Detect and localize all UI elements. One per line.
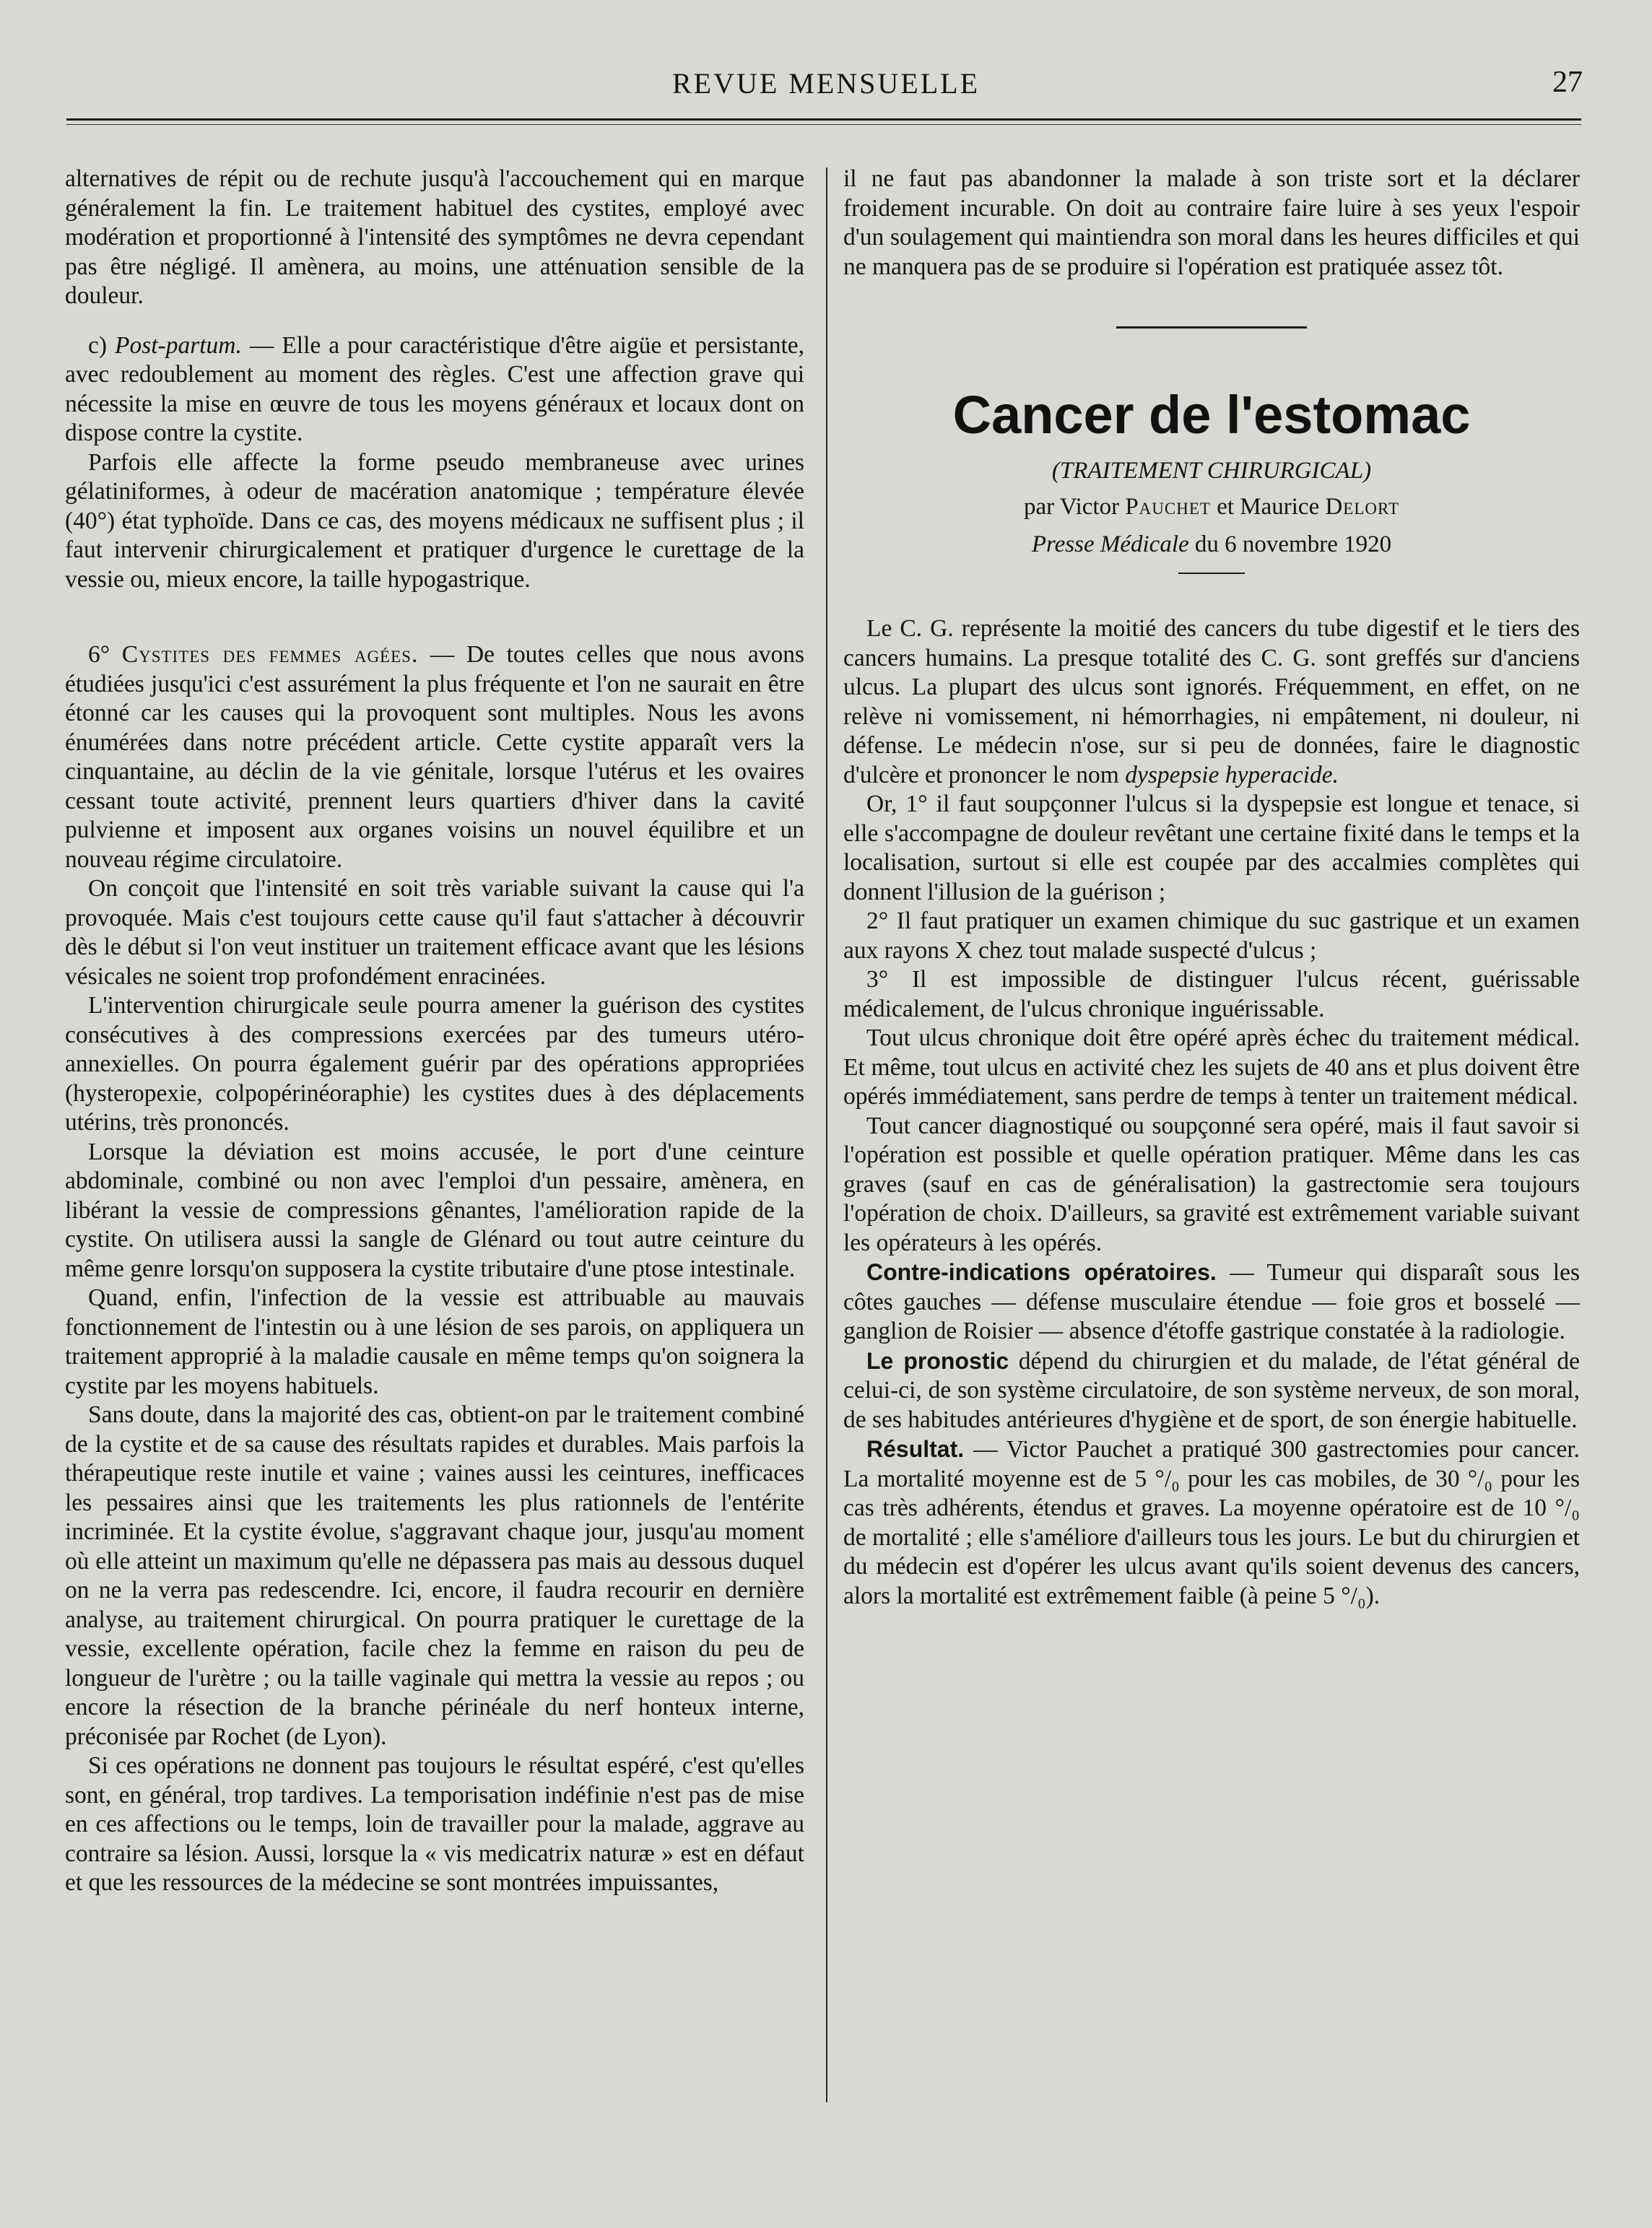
subsection-heading: Contre-indications opératoires. bbox=[866, 1259, 1217, 1285]
article-authors: par Victor Pauchet et Maurice Delort bbox=[1023, 494, 1400, 520]
paragraph: Parfois elle affecte la forme pseudo membraneuse avec urines gélatiniformes, à odeur de macération anatomique ; température élevée (40°) état typhoïde. Dans ce cas, des moyens médicaux ne suffisent plus ; il faut intervenir chirurgicalement et pratiquer d'urgence le curettage de la vessie ou, mieux encore, la taille hypogastrique. bbox=[65, 448, 804, 593]
journal-name: Presse Médicale bbox=[1031, 531, 1189, 557]
subsection-heading: Le pronostic bbox=[866, 1347, 1009, 1374]
paragraph: Sans doute, dans la majorité des cas, obtient-on par le traitement combiné de la cystite et de sa cause des résultats rapides et durables. Mais parfois la thérapeutique reste inutile et vaine ; vaines aussi les ceintures, inefficaces les pessaires ainsi que les traitements les plus rationnels de l'entérite incriminée. Et la cystite évolue, s'aggravant chaque jour, jusqu'au moment où elle atteint un maximum qu'elle ne dépassera pas mais au dessous duquel on ne la verra pas redescendre. Ici, encore, il faudra recourir en dernière analyse, au traitement chirurgical. On pourra pratiquer le curettage de la vessie, excellente opération, facile chez la femme en raison du peu de longueur de l'urètre ; ou la taille vaginale qui mettra la vessie au repos ; ou encore la résection de la branche périnéale du nerf honteux interne, préconisée par Rochet (de Lyon). bbox=[65, 1401, 804, 1750]
paragraph: il ne faut pas abandonner la malade à son triste sort et la déclarer froidement incurable. On doit au contraire faire luire à ses yeux l'espoir d'un soulagement qui maintiendra son moral dans les heures difficiles et qui ne manquera pas de se produire si l'opération est pratiquée assez tôt. bbox=[843, 165, 1580, 280]
paragraph: Quand, enfin, l'infection de la vessie est attribuable au mauvais fonctionnement de l'intestin ou à une lésion de ses parois, on appliquera un traitement approprié à la maladie causale en même temps qu'on soignera la cystite par les moyens habituels. bbox=[65, 1284, 804, 1399]
subsection-heading: Résultat. bbox=[866, 1436, 965, 1462]
paragraph-text: — De toutes celles que nous avons étudiées jusqu'ici c'est assurément la plus fréquente et l'on ne saurait en être étonné car les causes qui la provoquent sont multiples. Nous les avons énumérées dans notre précédent article. Cette cystite apparaît vers la cinquantaine, au déclin de la vie génitale, lorsque l'utérus et les ovaires cessant toute activité, prennent leurs quartiers d'hiver dans la cavité pulvienne et imposent aux organes voisins un nouvel équilibre et un nouveau régime circulatoire. bbox=[65, 641, 804, 873]
column-divider bbox=[826, 167, 827, 2102]
paragraph: 2° Il faut pratiquer un examen chimique du suc gastrique et un examen aux rayons X chez tout malade suspecté d'ulcus ; bbox=[843, 908, 1580, 964]
paragraph: Lorsque la déviation est moins accusée, le port d'une ceinture abdominale, combiné ou non avec l'emploi d'un pessaire, amènera, en libérant la vessie de compressions gênantes, l'amélioration rapide de la cystite. On utilisera aussi la sangle de Glénard ou tout autre ceinture du même genre lorsqu'on supposera la cystite tributaire d'une ptose intestinale. bbox=[65, 1138, 804, 1282]
article-subtitle: (TRAITEMENT CHIRURGICAL) bbox=[1051, 458, 1372, 484]
paragraph-resultat: Résultat. — Victor Pauchet a pratiqué 300 gastrectomies pour cancer. La mortalité moyenne est de 5 °/₀ pour les cas mobiles, de 30 °/₀ pour les cas très adhérents, étendus et graves. La moyenne opératoire est de 10 °/₀ de mortalité ; elle s'améliore d'ailleurs tous les jours. Le but du chirurgien et du médecin est d'opérer les ulcus avant qu'ils soient devenus des cancers, alors la mortalité est extrêmement faible (à peine 5 °/₀). bbox=[843, 1436, 1580, 1609]
author-name: Delort bbox=[1325, 494, 1400, 520]
paragraph-text: — Elle a pour caractéristique d'être aigüe et persistante, avec redoublement au moment des règles. C'est une affection grave qui nécessite la mise en œuvre de tous les moyens généraux et locaux dont on dispose contre la cystite. bbox=[65, 331, 804, 446]
term-dyspepsie: dyspepsie hyperacide. bbox=[1125, 761, 1339, 788]
paragraph: L'intervention chirurgicale seule pourra amener la guérison des cystites consécutives à des compressions exercées par des tumeurs utéro-annexielles. On pourra également guérir par des opérations appropriées (hysteropexie, colpopérinéoraphie) les cystites dues à des déplacements utérins, très prononcés. bbox=[65, 992, 804, 1136]
paragraph: Tout ulcus chronique doit être opéré après échec du traitement médical. Et même, tout ulcus en activité chez les sujets de 40 ans et plus doivent être opérés immédiatement, sans perdre de temps à tenter un traitement médical. bbox=[843, 1024, 1580, 1110]
publication-date: du 6 novembre 1920 bbox=[1188, 531, 1392, 557]
paragraph: 3° Il est impossible de distinguer l'ulcus récent, guérissable médicalement, de l'ulcus chronique inguérissable. bbox=[843, 966, 1580, 1022]
paragraph-contre-indications: Contre-indications opératoires. — Tumeur qui disparaît sous les côtes gauches — défense musculaire étendue — foie gros et bosselé — ganglion de Roisier — absence d'étoffe gastrique constatée à la radiologie. bbox=[843, 1259, 1580, 1344]
article-title: Cancer de l'estomac bbox=[952, 385, 1471, 445]
paragraph-pronostic: Le pronostic dépend du chirurgien et du malade, de l'état général de celui-ci, de son système circulatoire, de son système nerveux, de son moral, de ses habitudes antérieures d'hygiène et de sport, de son énergie habituelle. bbox=[843, 1347, 1581, 1433]
paragraph: Or, 1° il faut soupçonner l'ulcus si la dyspepsie est longue et tenace, si elle s'accompagne de douleur revêtant une certaine fixité dans le temps et la localisation, surtout si elle est coupée par des accalmies complètes qui donnent l'illusion de la guérison ; bbox=[843, 791, 1580, 905]
right-column bbox=[843, 165, 1580, 1611]
paragraph: Tout cancer diagnostiqué ou soupçonné sera opéré, mais il faut savoir si l'opération est possible et quelle opération pratiquer. Même dans les cas graves (sauf en cas de généralisation) la gastrectomie sera toujours l'opération de choix. D'ailleurs, sa gravité est extrêmement variable suivant les opérateurs à les opérés. bbox=[843, 1112, 1580, 1256]
article-source bbox=[843, 526, 1580, 562]
author-name: Pauchet bbox=[1125, 494, 1211, 520]
paragraph-post-partum bbox=[65, 331, 804, 448]
paragraph-cystites-agees bbox=[65, 640, 804, 874]
running-header-title: REVUE MENSUELLE bbox=[671, 67, 981, 100]
paragraph: On conçoit que l'intensité en soit très variable suivant la cause qui l'a provoquée. Mais c'est toujours cette cause qu'il faut s'attacher à découvrir dès le début si l'on veut instituer un traitement efficace avant que les lésions vésicales ne soient trop profondément enracinées. bbox=[65, 875, 804, 990]
subsection-heading: Post-partum. bbox=[115, 331, 242, 359]
paragraph: Le C. G. représente la moitié des cancers du tube digestif et le tiers des cancers humains. La presque totalité des C. G. sont greffés sur d'anciens ulcus. La plupart des ulcus sont ignorés. Fréquemment, en effet, on ne relève ni vomissement, ni hémorrhagies, ni empâtement, ni douleur, ni défense. Le médecin n'ose, sur si peu de données, faire le diagnostic d'ulcère et prononcer le nom dyspepsie hyperacide. bbox=[843, 615, 1580, 788]
section-heading: Cystites des femmes agées. bbox=[121, 641, 419, 668]
left-column bbox=[65, 165, 804, 1898]
item-number: 6° bbox=[88, 641, 122, 668]
section-separator bbox=[1116, 326, 1307, 328]
paragraph: Si ces opérations ne donnent pas toujours le résultat espéré, c'est qu'elles sont, en général, trop tardives. La temporisation indéfinie n'est pas de mise en ces affections ou le temps, loin de travailler pour la malade, aggrave au contraire sa lésion. Aussi, lorsque la « vis medicatrix naturæ » est en défaut et que les ressources de la médecine se sont montrées impuissantes, bbox=[65, 1752, 804, 1896]
header-rule bbox=[66, 118, 1581, 121]
paragraph: alternatives de répit ou de rechute jusqu'à l'accouchement qui en marque généralement la fin. Le traitement habituel des cystites, employé avec modération et proportionné à l'intensité des symptômes ne devra cependant pas être négligé. Il amènera, au moins, une atténuation sensible de la douleur. bbox=[65, 165, 804, 309]
header-rule-thin bbox=[66, 124, 1581, 125]
page-number: 27 bbox=[1552, 66, 1583, 99]
item-label: c) bbox=[88, 331, 115, 359]
